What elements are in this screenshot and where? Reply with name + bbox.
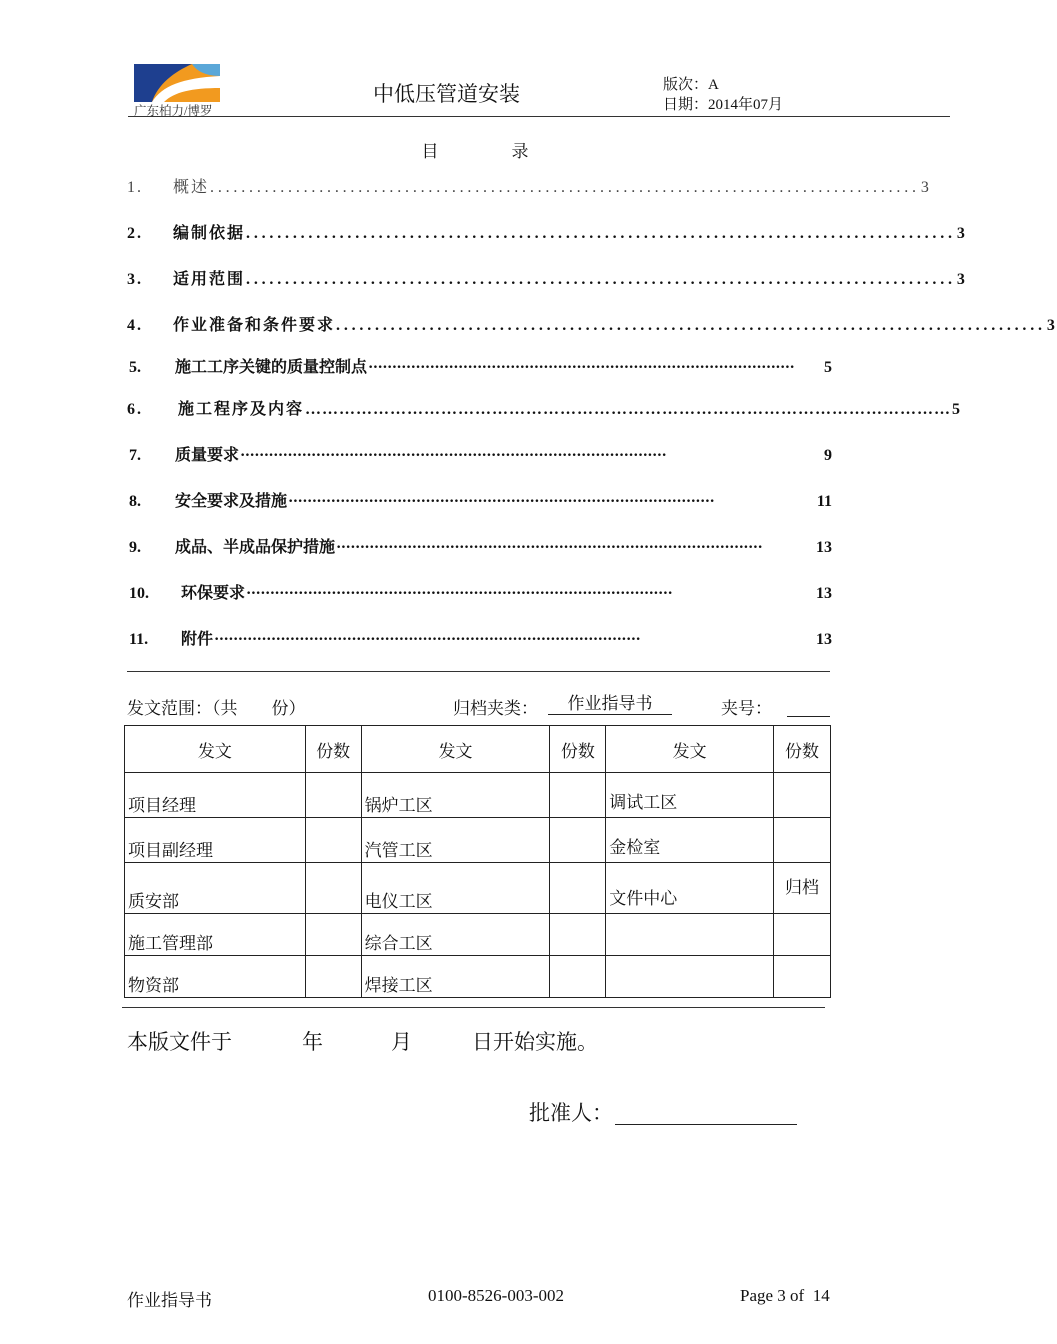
archive-category-value: 作业指导书 [548,694,672,715]
document-title: 中低压管道安装 [373,82,520,106]
toc-item-title: 环保要求 [181,585,246,602]
copies-cell[interactable] [305,956,361,998]
dept-cell: 项目副经理 [125,818,306,863]
toc-item[interactable] [127,220,967,242]
dept-cell: 综合工区 [361,914,550,956]
toc-leader-dots: ........................................................................................... [210,179,920,196]
toc-item-number: 10. [129,585,149,602]
toc-item-title: 质量要求 [175,447,240,464]
toc-item-number: 2. [127,225,143,242]
toc-item[interactable] [127,580,832,602]
distribution-scope-label: 发文范围：（共 份） [127,699,306,718]
footer-page-number: Page 3 of 14 [740,1286,830,1305]
dept-cell [606,914,774,956]
toc-item-number: 1. [127,179,143,196]
approver-label: 批准人： [529,1101,613,1125]
toc-leader-dots: ........................................................................................... [336,317,1046,334]
toc-item[interactable] [127,174,931,196]
toc-item-title: 作业准备和条件要求 [173,317,336,334]
footer-doc-type: 作业指导书 [127,1291,212,1310]
column-header: 份数 [774,726,831,773]
toc-leader-dots: …………………………………………………………………………………………………… [305,401,952,418]
toc-item-number: 11. [129,631,149,648]
implementation-divider [122,1007,825,1008]
clip-number-field[interactable] [787,716,830,717]
toc-leader-dots: ·························································································· [368,359,795,376]
toc-leader-dots: ........................................................................................... [246,225,956,242]
toc-item-number: 3. [127,271,143,288]
dept-cell: 金检室 [606,818,774,863]
dept-cell: 文件中心 [606,863,774,914]
copies-cell[interactable] [305,818,361,863]
date-label: 日期：2014年07月 [663,97,784,113]
toc-divider [127,671,830,672]
toc-leader-dots: ........................................................................................... [246,271,956,288]
toc-heading: 目 录 [421,142,557,161]
toc-item-number: 9. [129,539,141,556]
clip-number-label: 夹号： [721,699,772,718]
toc-leader-dots: ·························································································· [336,539,763,556]
copies-cell[interactable] [550,914,606,956]
toc-item[interactable] [127,266,967,288]
table-header-row [125,726,831,773]
column-header: 份数 [305,726,361,773]
copies-cell[interactable] [305,914,361,956]
copies-cell[interactable] [550,818,606,863]
toc-item-title: 施工程序及内容 [178,401,305,418]
version-label: 版次：A [663,77,719,93]
year-blank[interactable] [232,1026,302,1056]
impl-suffix: 日开始实施。 [472,1030,598,1054]
dept-cell [606,956,774,998]
toc-item[interactable] [127,488,832,510]
toc-item-title: 概述 [173,179,210,196]
copies-cell[interactable] [774,914,831,956]
table-row [125,818,831,863]
company-name: 广东柏力/博罗 [134,104,213,118]
column-header: 发文 [361,726,550,773]
column-header: 发文 [125,726,306,773]
dept-cell: 调试工区 [606,773,774,818]
company-logo [134,64,220,102]
header-divider [128,116,950,117]
toc-item-page: 3 [956,225,967,242]
toc-item-title: 编制依据 [173,225,246,242]
toc-leader-dots: ·························································································· [214,631,641,648]
toc-item[interactable] [127,396,963,418]
copies-cell[interactable] [550,863,606,914]
archive-category-label: 归档夹类： [453,699,538,718]
impl-year-label: 年 [302,1030,323,1054]
toc-item[interactable] [127,354,832,376]
table-row [125,863,831,914]
toc-item-number: 4. [127,317,143,334]
toc-item-page: 13 [816,539,832,556]
toc-item-title: 适用范围 [173,271,246,288]
toc-item-page: 3 [956,271,967,288]
copies-cell[interactable] [774,773,831,818]
impl-month-label: 月 [391,1030,412,1054]
toc-item-page: 5 [952,401,963,418]
column-header: 份数 [550,726,606,773]
dept-cell: 焊接工区 [361,956,550,998]
toc-item-page: 13 [816,631,832,648]
toc-item[interactable] [127,442,832,464]
toc-item-page: 13 [816,585,832,602]
copies-cell[interactable] [305,773,361,818]
archive-note-cell: 归档 [774,863,831,914]
implementation-date-line [127,1026,598,1056]
dept-cell: 锅炉工区 [361,773,550,818]
dept-cell: 施工管理部 [125,914,306,956]
toc-leader-dots: ·························································································· [288,493,715,510]
toc-item-title: 附件 [181,631,214,648]
toc-item-number: 7. [129,447,141,464]
dept-cell: 电仪工区 [361,863,550,914]
toc-item-number: 8. [129,493,141,510]
copies-cell[interactable] [550,956,606,998]
dept-cell: 项目经理 [125,773,306,818]
toc-item-page: 5 [824,359,832,376]
copies-cell[interactable] [774,818,831,863]
approver-signature-field[interactable] [615,1124,797,1125]
table-row [125,773,831,818]
day-blank[interactable] [412,1026,472,1056]
toc-item[interactable] [127,312,1057,334]
toc-item[interactable] [127,534,832,556]
copies-cell[interactable] [774,956,831,998]
table-row [125,956,831,998]
dept-cell: 物资部 [125,956,306,998]
toc-item-title: 安全要求及措施 [175,493,288,510]
toc-item-page: 3 [1046,317,1057,334]
toc-item-title: 施工工序关键的质量控制点 [175,359,368,376]
toc-item-page: 3 [920,179,931,196]
copies-cell[interactable] [550,773,606,818]
toc-item-number: 6. [127,401,143,418]
month-blank[interactable] [323,1026,391,1056]
impl-prefix: 本版文件于 [127,1030,232,1054]
toc-item-page: 11 [816,493,832,510]
toc-item-number: 5. [129,359,141,376]
table-row [125,914,831,956]
toc-item-page: 9 [824,447,832,464]
dept-cell: 质安部 [125,863,306,914]
toc-leader-dots: ·························································································· [240,447,667,464]
column-header: 发文 [606,726,774,773]
copies-cell[interactable] [305,863,361,914]
footer-doc-number: 0100-8526-003-002 [428,1286,564,1305]
toc-item-title: 成品、半成品保护措施 [175,539,336,556]
toc-item[interactable] [127,626,832,648]
distribution-table [124,725,831,998]
dept-cell: 汽管工区 [361,818,550,863]
toc-leader-dots: ·························································································· [246,585,673,602]
